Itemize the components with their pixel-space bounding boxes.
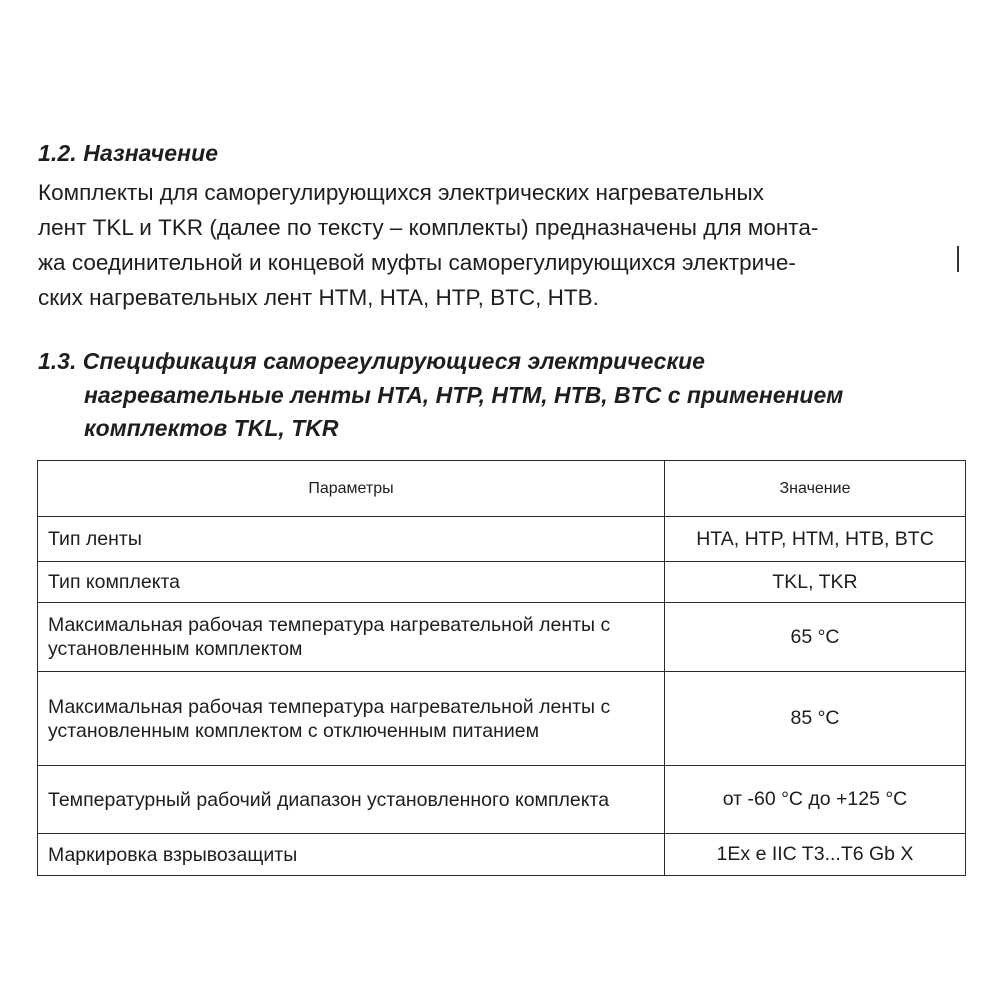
table-row	[38, 672, 966, 766]
table-header-row	[38, 461, 966, 517]
cell-value: TKL, TKR	[665, 562, 966, 603]
section-1-2-heading: 1.2. Назначение	[38, 140, 219, 166]
cell-param: Температурный рабочий диапазон установленного комплекта	[38, 766, 665, 834]
header-param: Параметры	[38, 461, 665, 517]
cell-value: от -60 °C до +125 °C	[665, 766, 966, 834]
table-row	[38, 603, 966, 672]
cell-value: 65 °C	[665, 603, 966, 672]
table-row	[38, 562, 966, 603]
cell-param: Тип ленты	[38, 517, 665, 562]
heading-line: нагревательные ленты HTA, HTP, HTM, HTB, BTC с применением	[84, 381, 844, 408]
cell-param: Маркировка взрывозащиты	[38, 834, 665, 876]
paragraph-line: жа соединительной и концевой муфты саморегулирующихся электриче-	[38, 250, 796, 275]
cell-param: Максимальная рабочая температура нагревательной ленты с установленным комплектом с отключенным питанием	[38, 672, 665, 766]
heading-line: комплектов TKL, TKR	[84, 415, 339, 441]
paragraph-line: лент TKL и TKR (далее по тексту – комплекты) предназначены для монта-	[38, 215, 819, 240]
table-row	[38, 766, 966, 834]
header-value: Значение	[665, 461, 966, 517]
cell-value: 1Ex e IIC T3...T6 Gb X	[665, 834, 966, 876]
table-row	[38, 834, 966, 876]
specification-table	[37, 460, 966, 876]
section-1-2-paragraph	[38, 175, 968, 315]
paragraph-line: Комплекты для саморегулирующихся электрических нагревательных	[38, 180, 764, 205]
cell-param: Тип комплекта	[38, 562, 665, 603]
paragraph-line: ских нагревательных лент HTM, HTA, HTP, BTC, HTB.	[38, 285, 599, 310]
heading-line: 1.3. Спецификация саморегулирующиеся электрические	[38, 348, 705, 374]
table-row	[38, 517, 966, 562]
cell-value: 85 °C	[665, 672, 966, 766]
cell-param: Максимальная рабочая температура нагревательной ленты с установленным комплектом	[38, 603, 665, 672]
cell-value: HTA, HTP, HTM, HTB, BTC	[665, 517, 966, 562]
section-1-3-heading	[38, 345, 843, 446]
text-cursor	[957, 246, 959, 272]
